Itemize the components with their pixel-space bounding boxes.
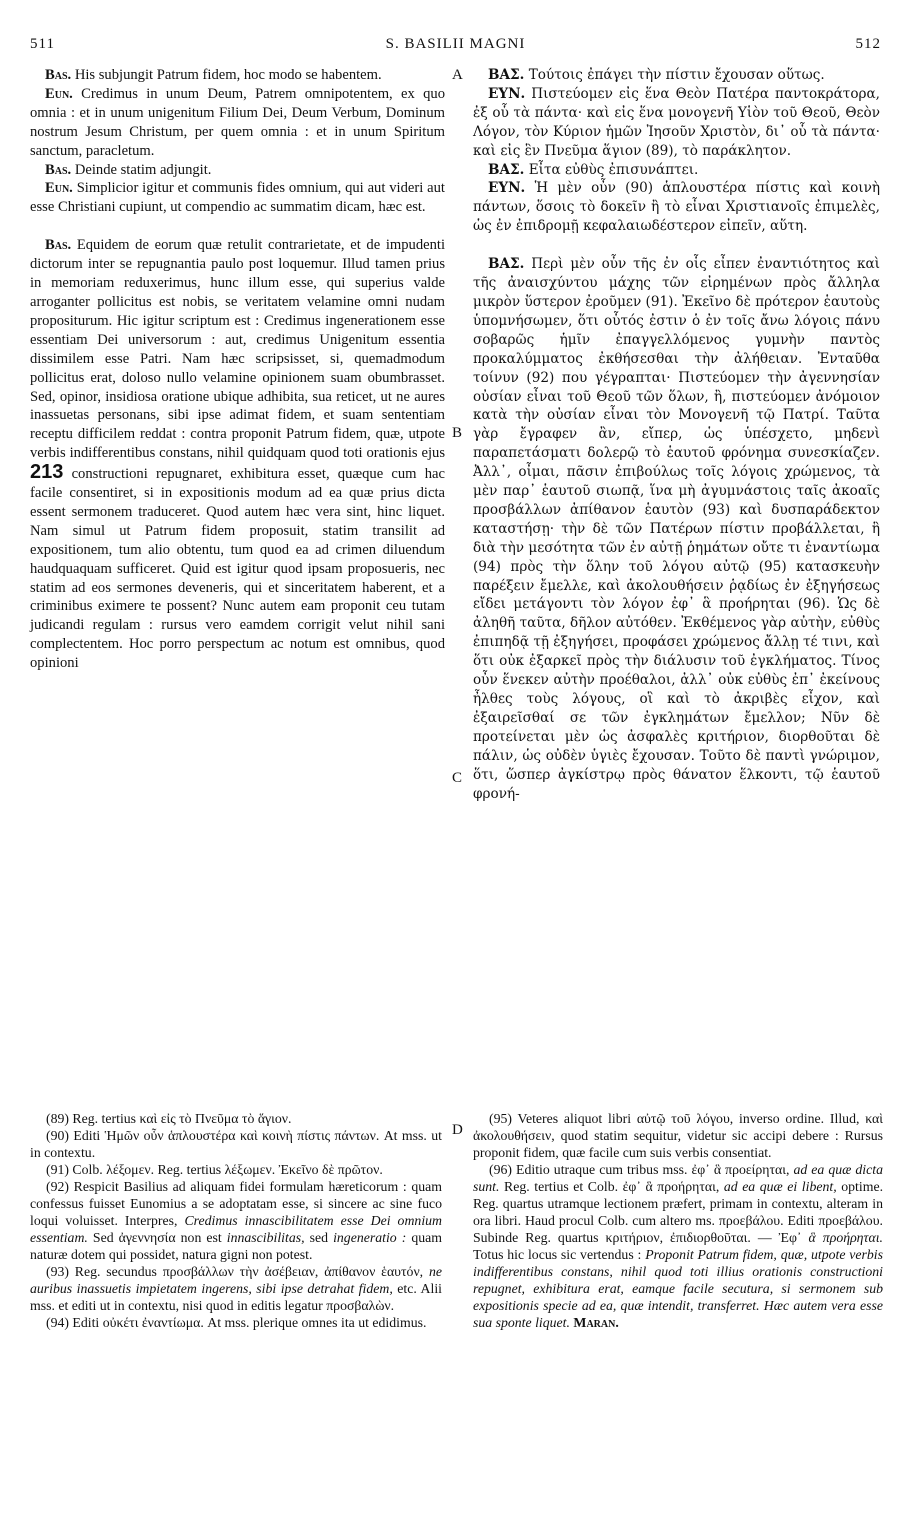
- running-title: S. BASILII MAGNI: [385, 36, 526, 52]
- note-text: etc. Alii mss. et editi ut in contextu, nisi quod in editis legatur προσβαλὼν.: [30, 1281, 443, 1313]
- note-text: (92) Respicit Basilius ad aliquam fidei formulam hæreticorum : quam confessus fuisset Eunomius a se adoptatam esse, si sincere ac sine fuco loqui voluisset. Interpres,: [30, 1179, 442, 1228]
- footnote: (91) Colb. λέξομεν. Reg. tertius λέξωμεν. Ἐκεῖνο δὲ πρῶτον.: [46, 1162, 383, 1177]
- footnote: (95) Veteres aliquot libri αὐτῷ τοῦ λόγου, inverso ordine. Illud, καὶ ἀκολουθήσειν, quod statim sequitur, videtur sic accipi debere : Rursus proponit fidem, quæ facile cum suis verbis consentiat.: [473, 1111, 883, 1160]
- footnote: [30, 1263, 442, 1314]
- note-text: Sed ἀγεννησία non est: [92, 1230, 222, 1245]
- note-italic: Proponit Patrum fidem, quæ, utpote verbis indifferentibus constans, nihil quod toti illius orationis constructioni repugnet, exhibitura erat, eamque facile secutura, si sermonem sub expositionis specie ad ea, quæ intendit, transferret. Hæc autem vera esse sua sponte liquet.: [473, 1247, 883, 1330]
- greek-paragraph: [473, 66, 880, 85]
- note-italic: ἃ προήρηται.: [808, 1230, 883, 1245]
- margin-letter-d: D: [452, 1122, 463, 1138]
- note-italic: ad ea quæ dicta sunt.: [473, 1162, 883, 1194]
- latin-paragraph: [30, 85, 445, 161]
- note-text: Totus hic locus sic vertendus :: [473, 1247, 642, 1262]
- latin-text: Simplicior igitur et communis fides omnium, qui aut videri aut esse Christiani cupiunt, ut compendio ac summatim dicam, hæc est.: [30, 180, 445, 216]
- note-signature: Maran.: [573, 1315, 619, 1330]
- speaker-label: ΒΑΣ.: [488, 161, 525, 178]
- footnote: (90) Editi Ἡμῶν οὖν ἁπλουστέρα καὶ κοινὴ πίστις πάντων. At mss. ut in contextu.: [30, 1128, 442, 1160]
- column-number: 213: [30, 461, 64, 484]
- latin-paragraph: [30, 161, 445, 180]
- latin-paragraph: [30, 179, 445, 217]
- note-italic: Credimus innascibilitatem esse Dei omnium essentiam.: [30, 1213, 443, 1245]
- latin-paragraph: [30, 66, 445, 85]
- greek-paragraph: [473, 161, 880, 180]
- note-italic: innascibilitas,: [226, 1230, 305, 1245]
- greek-paragraph: [473, 85, 880, 161]
- margin-letter-b: B: [452, 425, 463, 441]
- greek-text: Εἶτα εὐθὺς ἐπισυνάπτει.: [528, 161, 699, 178]
- note-italic: ad ea quæ ei libent,: [723, 1179, 837, 1194]
- speaker-label: Bas.: [45, 237, 72, 254]
- footnote: (94) Editi οὐκέτι ἐναντίωμα. At mss. plerique omnes ita ut edidimus.: [46, 1315, 427, 1330]
- note-italic: ne auribus inassuetis impietatem ingerens, sibi ipse detrahat fidem,: [30, 1264, 442, 1296]
- footnote: [473, 1161, 883, 1331]
- speaker-label: Eun.: [45, 85, 73, 102]
- speaker-label: ΒΑΣ.: [488, 67, 525, 83]
- footnote: (89) Reg. tertius καὶ εἰς τὸ Πνεῦμα τὸ ἅγιον.: [46, 1111, 292, 1126]
- speaker-label: ΒΑΣ.: [488, 256, 525, 273]
- note-text: (96) Editio utraque cum tribus mss. ἐφ᾽ ἃ προείρηται,: [489, 1162, 790, 1177]
- note-text: sed: [309, 1230, 329, 1245]
- margin-letter-a: A: [452, 67, 463, 83]
- greek-text: Τούτοις ἐπάγει τὴν πίστιν ἔχουσαν οὕτως.: [528, 67, 825, 83]
- latin-text: Equidem de eorum quæ retulit contrarietate, et de impudenti dictorum inter se repugnantia paulo post loquemur. Illud tamen prius in memoriam reduxerimus, hunc illum esse, qui superius valde arroganter pollicitus est nobis, se veritatem velamine omni nudam propositurum. Hic igitur scriptum est : Credimus ingenerationem esse essentiam Dei universorum : aut, credimus Unigenitum essentia dissimilem esse Patri. Nam hæc scripsisset, si, quemadmodum pollicitus erat, doloso nullo velamine opinionem suam obumbrasset. Sed, opinor, insidiosa oratione ubique adhibita, sua reticet, ut ne aures inassuetas personans, sibi ipse adimat fidem, et suam sententiam receptu difficilem reddat : contra proponit Patrum fidem, quæ, utpote verbis indifferentibus constans, nihil quidquam quod toti orationis ejus: [30, 237, 445, 462]
- latin-text: His subjungit Patrum fidem, hoc modo se habentem.: [74, 67, 382, 83]
- speaker-label: Bas.: [45, 161, 72, 178]
- note-italic: ingeneratio :: [333, 1230, 407, 1245]
- running-header: [30, 36, 881, 58]
- speaker-label: ΕΥΝ.: [488, 85, 526, 102]
- footnote: [30, 1178, 442, 1263]
- note-text: (93) Reg. secundus προσβάλλων τὴν ἀσέβειαν, ἀπίθανον ἑαυτόν,: [46, 1264, 424, 1279]
- page-number-left: 511: [30, 36, 55, 52]
- greek-paragraph: [473, 255, 880, 803]
- note-text: quam naturæ dotem qui possidet, natura gigni non potest.: [30, 1230, 443, 1262]
- speaker-label: Bas.: [45, 67, 72, 83]
- speaker-label: ΕΥΝ.: [488, 180, 526, 197]
- greek-column: [473, 66, 880, 803]
- greek-text: Περὶ μὲν οὖν τῆς ἐν οἷς εἶπεν ἐναντιότητος καὶ τῆς ἀναισχύντου μάχης τῶν εἰρημένων πρὸς ἄλληλα μικρὸν ὕστερον ἐροῦμεν (91). Ἐκεῖνο δὲ πρότερον ἑαυτοὺς ὑπομνήσωμεν, ὅτι οὗτός ἐστιν ὁ ἐν τοῖς ἄνω λόγοις πάνυ σοβαρῶς ἡμῖν ἐπαγγελλόμενος γυμνὴν παντὸς προκαλύμματος ἐκθήσεσθαι τὴν ἀλήθειαν. Ἐνταῦθα τοίνυν (92) που γέγραπται· Πιστεύομεν τὴν ἀγεννησίαν οὐσίαν εἶναι τοῦ Θεοῦ τῶν ὅλων, ἢ, πιστεύομεν ἀνόμοιον κατὰ τὴν οὐσίαν εἶναι τὸν Μονογενῆ τῷ Πατρί. Ταῦτα γὰρ ἔγραφεν ἂν, εἴπερ, ὡς ὑπέσχετο, μηδενὶ παραπετάσματι δολερῷ τὸ ἑαυτοῦ φρόνημα συνεσκίαζεν. Ἀλλ᾽, οἶμαι, πᾶσιν ἐπιβούλως τοῖς λόγοις χρώμενος, τὰ μὲν παρ᾽ ἑαυτοῦ σιωπᾷ, ἵνα μὴ ἀγυμνάστοις ταῖς ἀκοαῖς προσβάλλων ἀπίθανον ἑαυτὸν (93) καὶ δυσπαράδεκτον καταστήσῃ· τὴν δὲ τῶν Πατέρων πίστιν προβάλλεται, ἣ διὰ τὴν μεσότητα τῶν ἐν αὐτῇ ῥημάτων οὔτε τι ἐναντίωμα (94) πρὸς τὴν ὅλην τοῦ λόγου αὐτῷ (95) κατασκευὴν παρέξειν ἔμελλε, καὶ ἀκολουθήσειν ῥᾳδίως ἐν ἐξηγήσεως εἴδει μετάγοντι τὸν λόγον ἐφ᾽ ἃ προήρηται (96). Ὡς δὲ ἀληθῆ ταῦτα, δῆλον αὐτόθεν. Ἐκθέμενος γὰρ αὐτὴν, εὐθὺς ἐπιπηδᾷ τῇ ἐξηγήσει, προφάσει χρώμενος ἄλλῃ τέ τινι, καὶ ὅτι οὐκ ἐξαρκεῖ πρὸς τὴν διάλυσιν τοῦ ἐγκλήματος. Τίνος οὖν ἕνεκεν αὐτὴν προέθαλοι, ἀλλ᾽ οὐκ εὐθὺς ἐπ᾽ ἐκείνους ἦλθες τοὺς λόγους, οἳ καὶ τὸ ἀκριβὲς εἶχον, καὶ ἐξαιρεῖσθαί σε τῶν ἐγκλημάτων ἔμελλον; Νῦν δὲ προτείνεται μὲν ὡς ἀσφαλὲς κριτήριον, διορθοῦται δὲ πάλιν, ὡς οὐδὲν ὑγιὲς ἔχουσαν. Τοῦτο δὲ παντὶ γνώριμον, ὅτι, ὥσπερ ἀγκίστρῳ πρὸς θάνατον ἕλκοντι, τῷ ἑαυτοῦ φρονή-: [473, 256, 881, 802]
- note-text: optime. Reg. quartus utramque lectionem præfert, primam in contextu, alteram in ora libri. Haud procul Colb. cum altero ms. προεβάλου. Editi προεβάλου. Subinde Reg. quartus κριτήριον, ἐπιδιορθοῦται. — Ἐφ᾽: [473, 1179, 884, 1245]
- note-text: Reg. tertius et Colb. ἐφ᾽ ἃ προήρηται,: [504, 1179, 720, 1194]
- footnotes-right: [473, 1110, 883, 1331]
- latin-text: constructioni repugnaret, exhibitura esset, quæque cum hac facile consentiret, si in expositionis modum ad ea quæ prius dicta essent sermonem traduceret. Quod autem hæc vera sint, hinc liquet. Nam simul ut Patrum fidem proposuit, statim transilit ad expositionem, tum alio obtentu, tum quod ea ad crimen diluendum haudquaquam sufficeret. Quid est igitur quod ipsam proposueris, nec statim ad eos sermones deveneris, qui et sinceritatem haberent, et a criminibus eximere te possent? Nunc autem eam proponit ceu tutam judicandi regulam : rursus vero eamdem corrigit velut nihil sani complectentem. Hoc porro perspectum ac notum est omnibus, quod opinioni: [30, 466, 445, 672]
- greek-paragraph: [473, 179, 880, 236]
- latin-paragraph: [30, 236, 445, 673]
- latin-column: [30, 66, 445, 673]
- margin-letter-c: C: [452, 770, 463, 786]
- latin-text: Deinde statim adjungit.: [74, 161, 212, 178]
- greek-text: Πιστεύομεν εἰς ἕνα Θεὸν Πατέρα παντοκράτορα, ἐξ οὗ τὰ πάντα· καὶ εἰς ἕνα μονογενῆ Υἱὸν τοῦ Θεοῦ, Θεὸν Λόγον, τὸν Κύριον ἡμῶν Ἰησοῦν Χριστὸν, δι᾽ οὗ τὰ πάντα· καὶ εἰς ἓν Πνεῦμα ἅγιον (89), τὸ παράκλητον.: [473, 85, 880, 159]
- page-number-right: 512: [855, 36, 881, 52]
- speaker-label: Eun.: [45, 180, 73, 197]
- footnotes-left: [30, 1110, 442, 1331]
- greek-text: Ἡ μὲν οὖν (90) ἁπλουστέρα πίστις καὶ κοινὴ πάντων, ὅσοις τὸ δοκεῖν ἢ τὸ εἶναι Χριστιανοῖς ἐπιμελὲς, ὡς ἐν ἐπιδρομῇ κεφαλαιωδέστερον εἰπεῖν, αὕτη.: [473, 180, 880, 235]
- latin-text: Credimus in unum Deum, Patrem omnipotentem, ex quo omnia : et in unum unigenitum Filium Dei, Deum Verbum, Dominum nostrum Jesum Christum, per quem omnia : et in unum Spiritum sanctum, paracletum.: [30, 85, 445, 159]
